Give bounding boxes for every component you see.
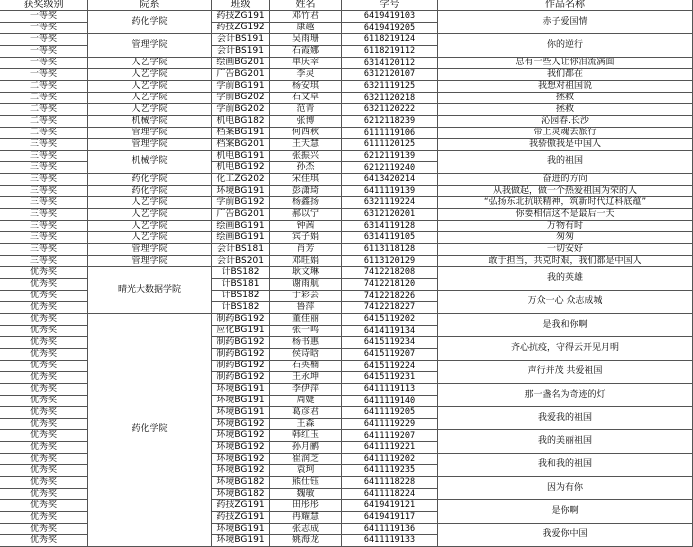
student-name-cell: 韩红玉 bbox=[270, 430, 342, 442]
student-id-cell: 6113118128 bbox=[342, 244, 438, 256]
class-cell: 环境BG191 bbox=[212, 396, 270, 408]
student-id-cell: 6314119105 bbox=[342, 232, 438, 244]
student-name-cell: 彭潇琦 bbox=[270, 186, 342, 198]
student-id-cell: 6411119133 bbox=[342, 535, 438, 547]
college-cell: 人艺学院 bbox=[88, 209, 212, 221]
student-name-cell: 于彩芸 bbox=[270, 291, 342, 303]
header-name: 姓名 bbox=[270, 0, 342, 11]
work-title-cell: 我和我的祖国 bbox=[438, 454, 693, 477]
class-cell: 计BS182 bbox=[212, 302, 270, 314]
award-level-cell: 二等奖 bbox=[0, 81, 88, 93]
student-name-cell: 杨安琪 bbox=[270, 81, 342, 93]
college-cell: 药化学院 bbox=[88, 174, 212, 186]
award-level-cell: 一等奖 bbox=[0, 46, 88, 58]
student-id-cell: 6413420214 bbox=[342, 174, 438, 186]
class-cell: 制药BG192 bbox=[212, 361, 270, 373]
work-title-cell: 赤子爱国情 bbox=[438, 11, 693, 34]
student-name-cell: 郝以宁 bbox=[270, 209, 342, 221]
work-title-cell: 一切安好 bbox=[438, 244, 693, 256]
header-work-title: 作品名称 bbox=[438, 0, 693, 11]
student-id-cell: 6419419205 bbox=[342, 23, 438, 35]
class-cell: 环境BG191 bbox=[212, 524, 270, 536]
college-cell: 人艺学院 bbox=[88, 197, 212, 209]
student-name-cell: 石霞娜 bbox=[270, 46, 342, 58]
student-name-cell: 张振兴 bbox=[270, 151, 342, 163]
student-id-cell: 6321119125 bbox=[342, 81, 438, 93]
student-name-cell: 葛彦君 bbox=[270, 407, 342, 419]
student-id-cell: 6411119139 bbox=[342, 186, 438, 198]
award-level-cell: 优秀奖 bbox=[0, 454, 88, 466]
work-title-cell: 你要相信这不是最后一天 bbox=[438, 209, 693, 221]
work-title-cell: 我的祖国 bbox=[438, 151, 693, 174]
student-name-cell: 单庆幸 bbox=[270, 58, 342, 70]
student-id-cell: 6111120125 bbox=[342, 139, 438, 151]
student-id-cell: 6411119229 bbox=[342, 419, 438, 431]
award-level-cell: 优秀奖 bbox=[0, 396, 88, 408]
class-cell: 机电BG191 bbox=[212, 151, 270, 163]
student-id-cell: 6312120107 bbox=[342, 69, 438, 81]
award-level-cell: 二等奖 bbox=[0, 116, 88, 128]
class-cell: 化工ZG202 bbox=[212, 174, 270, 186]
award-level-cell: 三等奖 bbox=[0, 162, 88, 174]
student-id-cell: 6212118239 bbox=[342, 116, 438, 128]
student-name-cell: 康越 bbox=[270, 23, 342, 35]
header-student-id: 学号 bbox=[342, 0, 438, 11]
college-cell: 药化学院 bbox=[88, 186, 212, 198]
student-name-cell: 宾子娟 bbox=[270, 232, 342, 244]
work-title-cell: 总有一些人让你泪流满面 bbox=[438, 58, 693, 70]
class-cell: 药技ZG192 bbox=[212, 23, 270, 35]
student-id-cell: 6411119136 bbox=[342, 524, 438, 536]
class-cell: 环境BG191 bbox=[212, 407, 270, 419]
student-id-cell: 6411119140 bbox=[342, 396, 438, 408]
student-name-cell: 邓竹君 bbox=[270, 11, 342, 23]
award-level-cell: 优秀奖 bbox=[0, 267, 88, 279]
class-cell: 计BS182 bbox=[212, 291, 270, 303]
work-title-cell: 万众一心 众志成城 bbox=[438, 291, 693, 314]
work-title-cell: 我的英雄 bbox=[438, 267, 693, 290]
class-cell: 会计BS191 bbox=[212, 46, 270, 58]
student-id-cell: 6415119231 bbox=[342, 372, 438, 384]
award-level-cell: 三等奖 bbox=[0, 186, 88, 198]
class-cell: 药技ZG191 bbox=[212, 500, 270, 512]
work-title-cell: 那一盏名为奇迹的灯 bbox=[438, 384, 693, 407]
award-level-cell: 优秀奖 bbox=[0, 349, 88, 361]
award-level-cell: 优秀奖 bbox=[0, 442, 88, 454]
award-level-cell: 优秀奖 bbox=[0, 384, 88, 396]
work-title-cell: 是我和你啊 bbox=[438, 314, 693, 337]
class-cell: 制药BG192 bbox=[212, 349, 270, 361]
class-cell: 学前BG202 bbox=[212, 104, 270, 116]
student-id-cell: 6415119224 bbox=[342, 361, 438, 373]
class-cell: 广告BG201 bbox=[212, 69, 270, 81]
college-cell: 人艺学院 bbox=[88, 93, 212, 105]
student-name-cell: 袁珂 bbox=[270, 465, 342, 477]
student-id-cell: 6111119106 bbox=[342, 128, 438, 140]
class-cell: 制药BG192 bbox=[212, 314, 270, 326]
student-id-cell: 6415119207 bbox=[342, 349, 438, 361]
class-cell: 药技ZG191 bbox=[212, 11, 270, 23]
class-cell: 学前BG202 bbox=[212, 93, 270, 105]
work-title-cell: 声行并茂 共爱祖国 bbox=[438, 361, 693, 384]
student-name-cell: 孙杰 bbox=[270, 162, 342, 174]
student-name-cell: 张志成 bbox=[270, 524, 342, 536]
award-level-cell: 二等奖 bbox=[0, 93, 88, 105]
student-id-cell: 6411119235 bbox=[342, 465, 438, 477]
college-cell: 人艺学院 bbox=[88, 58, 212, 70]
student-name-cell: 李伊萍 bbox=[270, 384, 342, 396]
college-cell: 药化学院 bbox=[88, 314, 212, 547]
college-cell: 管理学院 bbox=[88, 256, 212, 268]
student-name-cell: 耿文琳 bbox=[270, 267, 342, 279]
student-name-cell: 范青 bbox=[270, 104, 342, 116]
student-id-cell: 6411119221 bbox=[342, 442, 438, 454]
work-title-cell: 我的美丽祖国 bbox=[438, 430, 693, 453]
student-name-cell: 侯诗晗 bbox=[270, 349, 342, 361]
class-cell: 药技ZG191 bbox=[212, 512, 270, 524]
college-cell: 管理学院 bbox=[88, 128, 212, 140]
award-level-cell: 优秀奖 bbox=[0, 407, 88, 419]
college-cell: 药化学院 bbox=[88, 11, 212, 34]
class-cell: 广告BG201 bbox=[212, 209, 270, 221]
class-cell: 绘画BG201 bbox=[212, 58, 270, 70]
student-name-cell: 邓旺娟 bbox=[270, 256, 342, 268]
work-title-cell: 齐心抗疫，守得云开见月明 bbox=[438, 337, 693, 360]
student-name-cell: 鲁萍 bbox=[270, 302, 342, 314]
college-cell: 人艺学院 bbox=[88, 221, 212, 233]
student-id-cell: 7412218226 bbox=[342, 291, 438, 303]
student-id-cell: 6118219112 bbox=[342, 46, 438, 58]
class-cell: 环境BG191 bbox=[212, 535, 270, 547]
class-cell: 环境BG192 bbox=[212, 465, 270, 477]
class-cell: 环境BG192 bbox=[212, 442, 270, 454]
class-cell: 档案BG191 bbox=[212, 128, 270, 140]
work-title-cell: 敢于担当，共克时艰，我们都是中国人 bbox=[438, 256, 693, 268]
class-cell: 机电BG182 bbox=[212, 116, 270, 128]
award-level-cell: 优秀奖 bbox=[0, 430, 88, 442]
class-cell: 会计BS181 bbox=[212, 244, 270, 256]
work-title-cell: 我骄傲我是中国人 bbox=[438, 139, 693, 151]
work-title-cell: 因为有你 bbox=[438, 477, 693, 500]
award-level-cell: 优秀奖 bbox=[0, 302, 88, 314]
student-name-cell: 张一鸣 bbox=[270, 326, 342, 338]
student-id-cell: 6415119234 bbox=[342, 337, 438, 349]
award-level-cell: 优秀奖 bbox=[0, 291, 88, 303]
class-cell: 应化BG191 bbox=[212, 326, 270, 338]
student-id-cell: 6212119139 bbox=[342, 151, 438, 163]
class-cell: 环境BG192 bbox=[212, 419, 270, 431]
student-name-cell: 冉耀慧 bbox=[270, 512, 342, 524]
student-name-cell: 吴雨珊 bbox=[270, 34, 342, 46]
award-level-cell: 优秀奖 bbox=[0, 465, 88, 477]
student-id-cell: 6321120222 bbox=[342, 104, 438, 116]
work-title-cell: 从我做起，做一个热爱祖国为荣的人 bbox=[438, 186, 693, 198]
work-title-cell: 我爱我的祖国 bbox=[438, 407, 693, 430]
student-name-cell: 谢雨航 bbox=[270, 279, 342, 291]
student-id-cell: 6419419117 bbox=[342, 512, 438, 524]
work-title-cell: 是你啊 bbox=[438, 500, 693, 523]
college-cell: 人艺学院 bbox=[88, 81, 212, 93]
college-cell: 机械学院 bbox=[88, 116, 212, 128]
class-cell: 计BS182 bbox=[212, 267, 270, 279]
award-level-cell: 三等奖 bbox=[0, 256, 88, 268]
award-level-cell: 二等奖 bbox=[0, 128, 88, 140]
award-level-cell: 三等奖 bbox=[0, 174, 88, 186]
class-cell: 环境BG191 bbox=[212, 186, 270, 198]
award-level-cell: 一等奖 bbox=[0, 34, 88, 46]
award-level-cell: 一等奖 bbox=[0, 69, 88, 81]
class-cell: 计BS181 bbox=[212, 279, 270, 291]
award-level-cell: 优秀奖 bbox=[0, 500, 88, 512]
award-level-cell: 优秀奖 bbox=[0, 524, 88, 536]
award-level-cell: 优秀奖 bbox=[0, 337, 88, 349]
award-level-cell: 优秀奖 bbox=[0, 372, 88, 384]
student-id-cell: 6411118228 bbox=[342, 477, 438, 489]
class-cell: 环境BG192 bbox=[212, 454, 270, 466]
class-cell: 会计BS201 bbox=[212, 256, 270, 268]
student-name-cell: 王永坤 bbox=[270, 372, 342, 384]
student-name-cell: 王天慧 bbox=[270, 139, 342, 151]
student-name-cell: 崔润芝 bbox=[270, 454, 342, 466]
college-cell: 人艺学院 bbox=[88, 69, 212, 81]
student-name-cell: 王森 bbox=[270, 419, 342, 431]
student-id-cell: 6314119128 bbox=[342, 221, 438, 233]
award-level-cell: 三等奖 bbox=[0, 139, 88, 151]
college-cell: 晴光大数据学院 bbox=[88, 267, 212, 314]
class-cell: 制药BG192 bbox=[212, 372, 270, 384]
student-id-cell: 7412218227 bbox=[342, 302, 438, 314]
student-id-cell: 6411119113 bbox=[342, 384, 438, 396]
college-cell: 机械学院 bbox=[88, 151, 212, 174]
college-cell: 人艺学院 bbox=[88, 104, 212, 116]
award-level-cell: 一等奖 bbox=[0, 23, 88, 35]
work-title-cell: “弘扬东北抗联精神，筑新时代辽科底蕴” bbox=[438, 197, 693, 209]
student-id-cell: 6419419121 bbox=[342, 500, 438, 512]
student-id-cell: 6411119207 bbox=[342, 430, 438, 442]
award-level-cell: 优秀奖 bbox=[0, 477, 88, 489]
student-name-cell: 李灵 bbox=[270, 69, 342, 81]
award-level-cell: 优秀奖 bbox=[0, 535, 88, 547]
work-title-cell: 我爱你中国 bbox=[438, 524, 693, 547]
student-name-cell: 石英楠 bbox=[270, 361, 342, 373]
student-id-cell: 6414119134 bbox=[342, 326, 438, 338]
award-level-cell: 三等奖 bbox=[0, 209, 88, 221]
class-cell: 学前BG192 bbox=[212, 197, 270, 209]
award-level-cell: 三等奖 bbox=[0, 221, 88, 233]
college-cell: 管理学院 bbox=[88, 244, 212, 256]
student-name-cell: 杨书惠 bbox=[270, 337, 342, 349]
class-cell: 绘画BG191 bbox=[212, 232, 270, 244]
student-id-cell: 6321119224 bbox=[342, 197, 438, 209]
student-id-cell: 6415119202 bbox=[342, 314, 438, 326]
student-name-cell: 肖芳 bbox=[270, 244, 342, 256]
work-title-cell: 拯救 bbox=[438, 93, 693, 105]
award-level-cell: 优秀奖 bbox=[0, 279, 88, 291]
award-level-cell: 优秀奖 bbox=[0, 489, 88, 501]
work-title-cell: 你的逆行 bbox=[438, 34, 693, 57]
class-cell: 绘画BG191 bbox=[212, 221, 270, 233]
class-cell: 学前BG191 bbox=[212, 81, 270, 93]
award-level-cell: 一等奖 bbox=[0, 58, 88, 70]
class-cell: 机电BG192 bbox=[212, 162, 270, 174]
student-name-cell: 熊仕钰 bbox=[270, 477, 342, 489]
student-name-cell: 何西秋 bbox=[270, 128, 342, 140]
student-id-cell: 6411119205 bbox=[342, 407, 438, 419]
header-class: 班级 bbox=[212, 0, 270, 11]
work-title-cell: 奋进的方向 bbox=[438, 174, 693, 186]
class-cell: 环境BG191 bbox=[212, 384, 270, 396]
award-level-cell: 三等奖 bbox=[0, 151, 88, 163]
work-title-cell: 我想对祖国说 bbox=[438, 81, 693, 93]
award-level-cell: 三等奖 bbox=[0, 197, 88, 209]
student-id-cell: 7412218120 bbox=[342, 279, 438, 291]
class-cell: 环境BG182 bbox=[212, 477, 270, 489]
student-id-cell: 7412218208 bbox=[342, 267, 438, 279]
student-name-cell: 田彤彤 bbox=[270, 500, 342, 512]
college-cell: 管理学院 bbox=[88, 34, 212, 57]
student-id-cell: 6314120112 bbox=[342, 58, 438, 70]
student-id-cell: 6411119202 bbox=[342, 454, 438, 466]
student-name-cell: 魏敏 bbox=[270, 489, 342, 501]
college-cell: 人艺学院 bbox=[88, 232, 212, 244]
work-title-cell: 万物有时 bbox=[438, 221, 693, 233]
award-level-cell: 二等奖 bbox=[0, 104, 88, 116]
student-id-cell: 6312120201 bbox=[342, 209, 438, 221]
student-name-cell: 宋佳琪 bbox=[270, 174, 342, 186]
student-name-cell: 钟茜 bbox=[270, 221, 342, 233]
class-cell: 环境BG182 bbox=[212, 489, 270, 501]
student-name-cell: 石文卓 bbox=[270, 93, 342, 105]
student-id-cell: 6419419103 bbox=[342, 11, 438, 23]
class-cell: 环境BG192 bbox=[212, 430, 270, 442]
award-level-cell: 优秀奖 bbox=[0, 361, 88, 373]
student-id-cell: 6113120129 bbox=[342, 256, 438, 268]
work-title-cell: 匆匆 bbox=[438, 232, 693, 244]
header-college: 院系 bbox=[88, 0, 212, 11]
student-name-cell: 杨鑫扬 bbox=[270, 197, 342, 209]
work-title-cell: 带上灵魂去旅行 bbox=[438, 128, 693, 140]
student-name-cell: 孙月鹂 bbox=[270, 442, 342, 454]
student-name-cell: 周婕 bbox=[270, 396, 342, 408]
college-cell: 管理学院 bbox=[88, 139, 212, 151]
work-title-cell: 拯救 bbox=[438, 104, 693, 116]
work-title-cell: 沁园春.长沙 bbox=[438, 116, 693, 128]
award-level-cell: 优秀奖 bbox=[0, 512, 88, 524]
student-id-cell: 6321120218 bbox=[342, 93, 438, 105]
student-id-cell: 6118219124 bbox=[342, 34, 438, 46]
student-id-cell: 6212119240 bbox=[342, 162, 438, 174]
student-name-cell: 董佳丽 bbox=[270, 314, 342, 326]
award-level-cell: 三等奖 bbox=[0, 244, 88, 256]
award-level-cell: 优秀奖 bbox=[0, 419, 88, 431]
student-name-cell: 姚海龙 bbox=[270, 535, 342, 547]
work-title-cell: 我们都在 bbox=[438, 69, 693, 81]
class-cell: 档案BG201 bbox=[212, 139, 270, 151]
award-level-cell: 三等奖 bbox=[0, 232, 88, 244]
award-level-cell: 优秀奖 bbox=[0, 314, 88, 326]
class-cell: 会计BS191 bbox=[212, 34, 270, 46]
class-cell: 制药BG192 bbox=[212, 337, 270, 349]
student-name-cell: 张博 bbox=[270, 116, 342, 128]
student-id-cell: 6411118224 bbox=[342, 489, 438, 501]
header-level: 获奖级别 bbox=[0, 0, 88, 11]
award-level-cell: 优秀奖 bbox=[0, 326, 88, 338]
award-level-cell: 一等奖 bbox=[0, 11, 88, 23]
